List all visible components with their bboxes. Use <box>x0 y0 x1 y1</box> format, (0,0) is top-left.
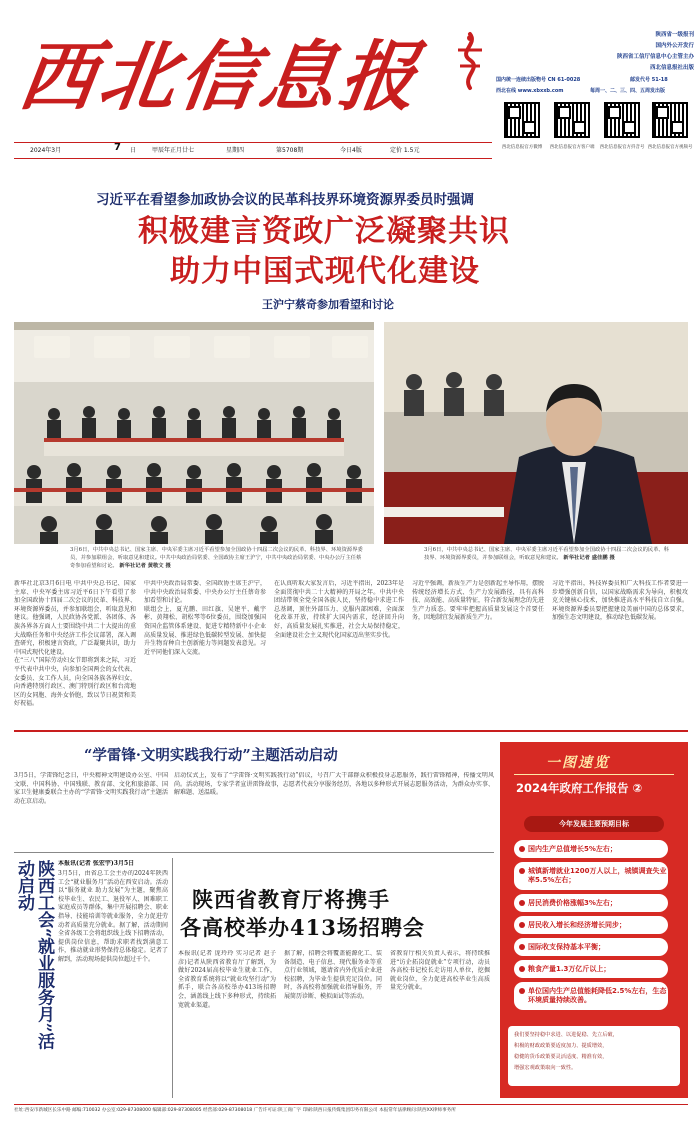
education-paragraph: 本报讯(记者 庞玲玲 实习记者 赵子彦)记者从陕西省教育厅了解到，为做好2024届高校毕业生就业工作，全省教育系统将以“就业攻坚行动”为抓手，联合各高校举办413场招聘会，涵盖线上线下多种形式，持续拓宽就业渠道。 <box>178 950 276 1009</box>
side-story-body: 3月5日，由省总工会主办的2024年陕西工会“就业服务月”活动在西安启动。活动以“服务就业 助力发展”为主题，聚焦高校毕业生、农民工、退役军人、困难职工家庭成员等群体，集中开展招聘会、职业指导、技能培训等就业服务，全力促进劳动者高质量充分就业。据了解，活动期间全省各级工会将组织线上线下招聘活动，提供岗位信息，帮助求职者找到满意工作，推动就业形势保持总体稳定。记者了解到，活动现场提供岗位超过千个。 <box>58 870 168 963</box>
lead-paragraph: 在“三八”国际劳动妇女节即将到来之际，习近平代表中共中央，向参加全国两会的女代表、女委员、女工作人员，向全国各族各界妇女，向香港特别行政区、澳门特别行政区和台湾地区的女同胞、海外女侨胞，致以节日祝贺和美好祝福。 <box>14 657 136 708</box>
date-year-month: 2024年3月 <box>30 147 62 154</box>
date-issue: 第5708期 <box>276 147 304 154</box>
qr-code-icon <box>652 102 688 138</box>
education-headline-2: 各高校举办413场招聘会 <box>180 915 425 940</box>
infographic-banner: 一图速览 <box>546 755 610 771</box>
footer-imprint: 社址:西安市新城区长乐中路 邮编:710032 办公室:029-87308000 编辑部:029-87308005 经营部:029-87308018 广告许可证:陕工商广字 印刷:陕西日报传媒集团印务有限公司 本报常年法律顾问:陕西XX律师事务所 <box>14 1108 456 1113</box>
infographic-banner-rule <box>514 774 674 775</box>
activity-col-1 <box>14 772 168 846</box>
footer-line: 增强宏观政策取向一致性。 <box>514 1065 577 1071</box>
footer-rule <box>14 1104 688 1105</box>
sponsor-line: 陕西省一级报刊 <box>655 32 694 38</box>
lead-kicker: 习近平在看望参加政协会议的民革科技界环境资源界委员时强调 <box>96 192 474 208</box>
lead-paragraph: 中共中央政治局常委、全国政协主席王沪宁，中共中央政治局常委、中央办公厅主任蔡奇参加看望和讨论。 <box>144 580 266 605</box>
sponsor-line: 西北信息报社出版 <box>649 65 694 71</box>
date-weekday: 星期四 <box>226 147 245 154</box>
date-pages: 今日4版 <box>340 147 362 154</box>
lead-photo-right-caption <box>424 546 674 562</box>
target-item-text: 城镇新增就业1200万人以上，城镇调查失业率5.5%左右； <box>528 867 667 884</box>
schedule-text: 每周一、二、三、四、五周发出版 <box>590 88 666 94</box>
footer-line: 我们要坚持稳中求进、以进促稳、先立后破， <box>514 1032 618 1038</box>
education-paragraph: 据了解，招聘会将覆盖能源化工、装备制造、电子信息、现代服务业等重点行业领域，邀请省内外优质企业进校招聘，为毕业生提供充足岗位。同时，各高校将加强就业指导服务，开展简历诊断、模拟面试等活动。 <box>284 950 382 1000</box>
post-code-text: 邮发代号 51-18 <box>630 77 668 83</box>
target-item: 国际收支保持基本平衡； <box>514 938 668 956</box>
infographic-title <box>516 780 676 796</box>
lead-paragraph: 习近平指出，科技界委员和广大科技工作者要进一步增强创新自信，以国家战略需求为导向，积极攻克关键核心技术，加快推进高水平科技自立自强。环境资源界委员要把握建设美丽中国的总体要求，加强生态文明建设，推动绿色低碳发展。 <box>552 580 688 622</box>
education-col-3 <box>390 950 490 1096</box>
section-rule <box>14 730 688 732</box>
caption-credit: 新华社记者 黄敬文 摄 <box>119 563 171 569</box>
lead-photo-left <box>14 322 374 544</box>
target-item-text: 单位国内生产总值能耗降低2.5%左右，生态环境质量持续改善。 <box>528 987 667 1004</box>
lead-photo-right <box>384 322 688 544</box>
lead-photo-left-caption <box>70 546 366 570</box>
sponsor-line: 国内外公开发行 <box>655 43 694 49</box>
footer-line: 积极的财政政策要适度加力、提质增效， <box>514 1043 608 1049</box>
qr-weibo[interactable] <box>497 102 547 162</box>
side-story-headline: 陕西工会“就业服务月”活动启动 <box>14 860 54 1050</box>
activity-headline: “学雷锋·文明实践我行动”主题活动启动 <box>84 747 338 764</box>
caption-credit: 新华社记者 盛佳鹏 摄 <box>563 555 615 561</box>
education-col-2 <box>284 950 382 1096</box>
dateline-bottom-rule <box>14 158 492 159</box>
date-day-unit: 日 <box>130 147 137 154</box>
qr-caption: 西北信息报官方微博 <box>501 145 543 150</box>
date-lunar: 甲辰年正月廿七 <box>152 147 195 154</box>
date-price: 定价 1.5元 <box>390 147 420 154</box>
lead-headline-1: 积极建言资政广泛凝聚共识 <box>138 214 510 249</box>
infographic-panel <box>500 742 688 1098</box>
lead-paragraph: 习近平强调，新质生产力是创新起主导作用，摆脱传统经济增长方式、生产力发展路径，具有高科技、高效能、高质量特征，符合新发展理念的先进生产力质态。要牢牢把握高质量发展这个首要任务，因地制宜发展新质生产力。 <box>412 580 544 622</box>
activity-paragraph: 3月5日，学雷锋纪念日，中央精神文明建设办公室、中国文联、中国科协、中国残联、教育部、文化和旅游部、国家卫生健康委联合主办的“学雷锋·文明实践我行动”主题活动在京启动。 <box>14 772 168 805</box>
target-item <box>514 862 668 890</box>
qr-caption: 西北信息报官方客户端 <box>549 145 595 150</box>
dateline-top-rule <box>14 142 492 143</box>
footer-line: 稳健的货币政策要灵活适度、精准有效， <box>514 1054 608 1060</box>
masthead-title: 西北信息报 <box>13 32 427 121</box>
caption-text: 3月6日，中共中央总书记、国家主席、中央军委主席习近平看望参加全国政协十四届二次会议的民革、科技界、环境资源界委员，并参加联组会，听取意见和建议。中共中央政治局常委、全国政协主席王沪宁，中共中央政治局常委、中央办公厅主任蔡奇参加看望和讨论。 <box>70 547 363 569</box>
infographic-number: ② <box>632 781 643 795</box>
sponsor-line: 陕西省工信厅信息中心主管主办 <box>616 54 694 60</box>
caption-text: 3月6日，中共中央总书记、国家主席、中央军委主席习近平看望参加全国政协十四届二次会议的民革、科技界、环境资源界委员，并参加联组会，听取意见和建议。 <box>424 547 670 561</box>
target-item: 居民消费价格涨幅3%左右； <box>514 894 668 912</box>
lead-headline-2: 助力中国式现代化建设 <box>170 254 480 289</box>
education-paragraph: 省教育厅相关负责人表示，将持续推进“访企拓岗促就业”专项行动，动员各高校书记校长走访用人单位，挖掘就业岗位，全力促进高校毕业生高质量充分就业。 <box>390 950 490 992</box>
infographic-footer <box>508 1026 680 1086</box>
website-text[interactable]: 西北在线 www.xbxxb.com <box>496 88 564 94</box>
qr-douyin[interactable] <box>597 102 647 162</box>
dateline <box>30 144 490 158</box>
lead-body-col-2 <box>144 580 266 726</box>
qr-caption: 西北信息报官方抖音号 <box>599 145 645 150</box>
lead-body-col-4 <box>412 580 544 726</box>
qr-caption: 西北信息报官方视频号 <box>647 145 693 150</box>
lead-body-col-5 <box>552 580 688 726</box>
date-day: 7 <box>114 142 121 153</box>
side-story-byline: 本报讯(记者 张宏宇)3月5日 <box>58 860 135 867</box>
qr-app[interactable] <box>547 102 597 162</box>
qr-code-icon <box>504 102 540 138</box>
lead-paragraph: 在认真听取大家发言后，习近平指出，2023年是全面贯彻中共二十大精神的开局之年。中共中央团结带领全党全国各族人民，坚持稳中求进工作总基调，顶住外部压力、克服内部困难，全面深化改革开放，持续扩大国内需求，经济回升向好，高质量发展扎实推进，社会大局保持稳定，全面建设社会主义现代化国家迈出坚实步伐。 <box>274 580 404 639</box>
lead-subhead: 王沪宁蔡奇参加看望和讨论 <box>262 298 394 311</box>
qr-code-icon <box>604 102 640 138</box>
infographic-section: 今年发展主要预期目标 <box>524 816 664 832</box>
column-divider <box>172 858 173 1098</box>
lead-paragraph: 新华社北京3月6日电 中共中央总书记、国家主席、中央军委主席习近平6日下午看望了参加全国政协十四届二次会议的民革、科技界、环境资源界委员，并参加联组会，听取意见和建议。他强调，人民政协各党派、各团体、各族各界各方面人士要围绕中共二十大提出的重大战略任务和中央经济工作会议部署，深入调查研究，积极建言资政，广泛凝聚共识，助力中国式现代化建设。 <box>14 580 136 656</box>
education-headline-1: 陕西省教育厅将携手 <box>192 887 390 912</box>
lead-paragraph: 联组会上，夏光鹏、田红旗、吴建平、戴宇彬、黄翔松、胡松琴等6位委员，围绕加强国资国企监管体系建设、促进专精特新中小企业高质量发展、推进绿色低碳转型发展、加快提升生物育种自主创新能力等问题发表意见。习近平同他们深入交流。 <box>144 605 266 656</box>
activity-paragraph: 启动仪式上，发布了“学雷锋·文明实践我行动”倡议，号召广大干部群众积极投身志愿服务，践行雷锋精神，传播文明风尚。活动现场，专家学者宣讲雷锋故事，志愿者代表分享服务经历，各地以多种形式开展志愿服务活动，为群众办实事、解难题、送温暖。 <box>174 772 494 797</box>
infographic-title-text: 2024年政府工作报告 <box>516 781 629 795</box>
target-item <box>514 982 668 1010</box>
education-col-1 <box>178 950 276 1096</box>
newspaper-logo-icon <box>448 30 492 94</box>
divider <box>14 852 494 853</box>
qr-video[interactable] <box>645 102 695 162</box>
issn-text: 国内统一连续出版物号 CN 61-0028 <box>496 77 581 83</box>
target-item: 居民收入增长和经济增长同步； <box>514 916 668 934</box>
target-item: 国内生产总值增长5%左右； <box>514 840 668 858</box>
lead-body-col-1 <box>14 580 136 726</box>
target-item: 粮食产量1.3万亿斤以上； <box>514 960 668 978</box>
qr-code-icon <box>554 102 590 138</box>
masthead-sponsor-block <box>600 30 694 74</box>
activity-col-2 <box>174 772 494 846</box>
lead-body-col-3 <box>274 580 404 726</box>
